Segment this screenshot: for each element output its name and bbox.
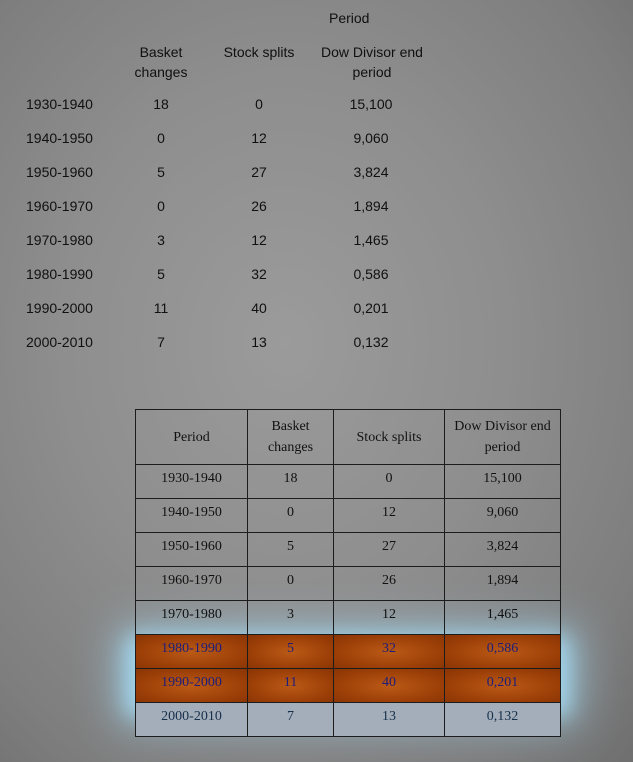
- table-row: [136, 601, 561, 635]
- header-stock-splits: Stock splits: [223, 44, 295, 60]
- basket-changes-cell: 7: [248, 703, 334, 737]
- period-cell: 1940-1950: [136, 499, 248, 533]
- period-cell: 1950-1960: [136, 533, 248, 567]
- dow-divisor-cell: 0,132: [353, 334, 389, 350]
- basket-changes-cell: 7: [157, 334, 165, 350]
- dow-divisor-cell: 1,465: [353, 232, 389, 248]
- dow-divisor-cell: 1,894: [445, 567, 561, 601]
- period-cell: 1980-1990: [26, 266, 93, 282]
- header-basket-changes: Basket changes: [248, 410, 334, 465]
- dow-divisor-cell: 9,060: [445, 499, 561, 533]
- period-cell: 1930-1940: [136, 465, 248, 499]
- stock-splits-cell: 12: [251, 130, 267, 146]
- period-cell: 1930-1940: [26, 96, 93, 112]
- header-stock-splits: Stock splits: [334, 410, 445, 465]
- basket-changes-cell: 5: [248, 533, 334, 567]
- table-row: [136, 465, 561, 499]
- dow-divisor-cell: 0,201: [353, 300, 389, 316]
- basket-changes-cell: 5: [157, 164, 165, 180]
- period-cell: 1960-1970: [26, 198, 93, 214]
- stock-splits-cell: 13: [334, 703, 445, 737]
- stock-splits-cell: 0: [334, 465, 445, 499]
- stock-splits-cell: 27: [334, 533, 445, 567]
- dow-divisor-cell: 0,201: [445, 669, 561, 703]
- basket-changes-cell: 0: [248, 567, 334, 601]
- stock-splits-cell: 0: [255, 96, 263, 112]
- stock-splits-cell: 32: [334, 635, 445, 669]
- dow-divisor-cell: 0,586: [353, 266, 389, 282]
- dow-divisor-cell: 3,824: [445, 533, 561, 567]
- basket-changes-cell: 5: [248, 635, 334, 669]
- basket-changes-cell: 5: [157, 266, 165, 282]
- stock-splits-cell: 27: [251, 164, 267, 180]
- period-cell: 2000-2010: [26, 334, 93, 350]
- stock-splits-cell: 32: [251, 266, 267, 282]
- stock-splits-cell: 26: [334, 567, 445, 601]
- period-cell: 2000-2010: [136, 703, 248, 737]
- table-row: [136, 703, 561, 737]
- table-row: [136, 567, 561, 601]
- stock-splits-cell: 12: [334, 499, 445, 533]
- dow-divisor-cell: 1,894: [353, 198, 389, 214]
- group-header: Period: [329, 10, 370, 26]
- dow-divisor-cell: 15,100: [445, 465, 561, 499]
- dow-divisor-cell: 0,586: [445, 635, 561, 669]
- table-row: [136, 669, 561, 703]
- table-row: [136, 499, 561, 533]
- header-period: Period: [136, 410, 248, 465]
- period-cell: 1970-1980: [136, 601, 248, 635]
- header-dow-divisor: Dow Divisor end period: [445, 410, 561, 465]
- basket-changes-cell: 11: [248, 669, 334, 703]
- stock-splits-cell: 40: [251, 300, 267, 316]
- basket-changes-cell: 18: [248, 465, 334, 499]
- dow-divisor-cell: 9,060: [353, 130, 389, 146]
- period-cell: 1990-2000: [26, 300, 93, 316]
- period-cell: 1990-2000: [136, 669, 248, 703]
- basket-changes-cell: 0: [157, 130, 165, 146]
- stock-splits-cell: 40: [334, 669, 445, 703]
- basket-changes-cell: 11: [153, 300, 169, 316]
- table-row: [136, 533, 561, 567]
- basket-changes-cell: 0: [157, 198, 165, 214]
- basket-changes-cell: 3: [248, 601, 334, 635]
- bordered-table: [135, 409, 561, 737]
- period-cell: 1980-1990: [136, 635, 248, 669]
- header-basket-changes: Basket changes: [134, 44, 188, 80]
- table-row: [136, 635, 561, 669]
- stock-splits-cell: 26: [251, 198, 267, 214]
- dow-divisor-cell: 3,824: [353, 164, 389, 180]
- period-cell: 1940-1950: [26, 130, 93, 146]
- basket-changes-cell: 18: [153, 96, 169, 112]
- stock-splits-cell: 13: [251, 334, 267, 350]
- basket-changes-cell: 3: [157, 232, 165, 248]
- dow-divisor-cell: 0,132: [445, 703, 561, 737]
- header-dow-divisor: Dow Divisor end period: [321, 44, 423, 80]
- plain-table: [0, 0, 633, 380]
- dow-divisor-cell: 1,465: [445, 601, 561, 635]
- period-cell: 1970-1980: [26, 232, 93, 248]
- dow-divisor-cell: 15,100: [349, 96, 393, 112]
- table-header-row: [136, 410, 561, 465]
- period-cell: 1950-1960: [26, 164, 93, 180]
- basket-changes-cell: 0: [248, 499, 334, 533]
- stock-splits-cell: 12: [251, 232, 267, 248]
- period-cell: 1960-1970: [136, 567, 248, 601]
- stock-splits-cell: 12: [334, 601, 445, 635]
